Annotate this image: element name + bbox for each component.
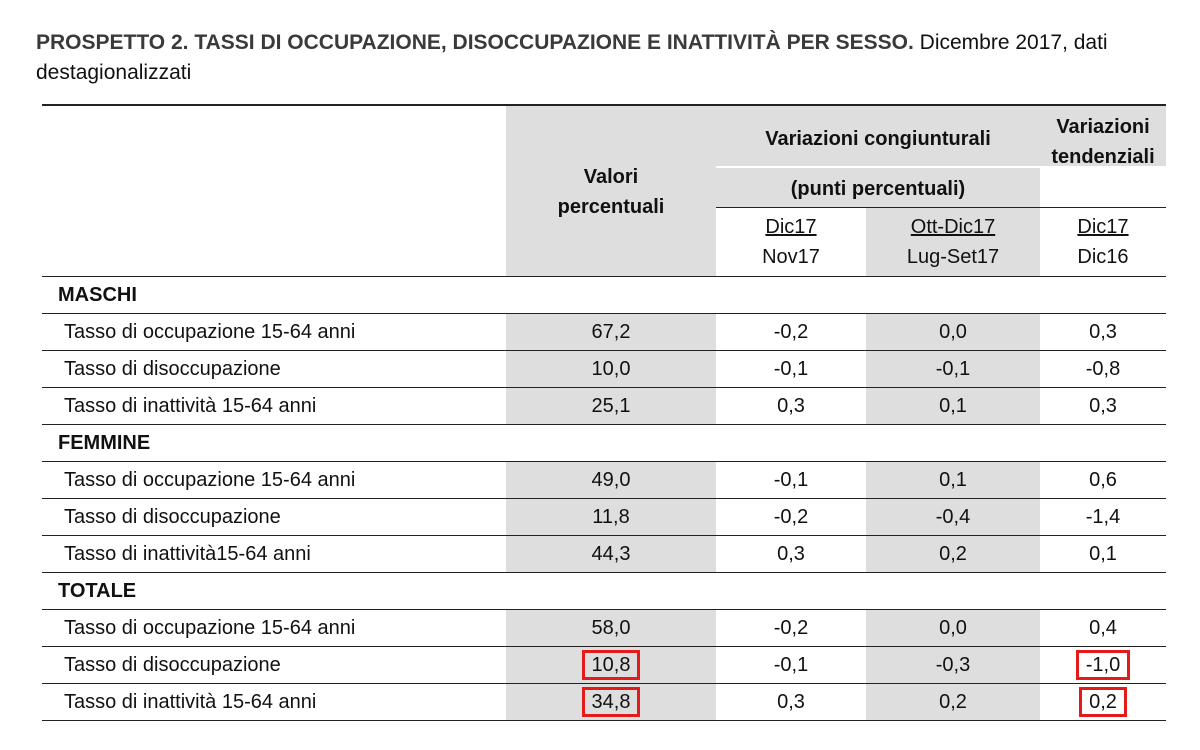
- cell-value: 0,4: [1089, 617, 1117, 639]
- row-label: Tasso di occupazione 15-64 anni: [64, 321, 356, 343]
- table-row: [42, 684, 1166, 721]
- cell-value: -0,3: [935, 654, 971, 676]
- table-row: [42, 351, 1166, 388]
- cell-value: -0,1: [773, 469, 809, 491]
- cell-value: -0,8: [1085, 358, 1121, 380]
- table-row: [42, 647, 1166, 684]
- value-cell: [866, 388, 1040, 424]
- table-row: [42, 499, 1166, 536]
- value-cell: [1040, 351, 1166, 387]
- header-sub-ottdic17-lugset17: Ott-Dic17 Lug-Set17: [906, 216, 1000, 268]
- value-cell: [506, 314, 716, 350]
- cell-value: -0,1: [773, 358, 809, 380]
- section-label: MASCHI: [58, 284, 137, 306]
- cell-value: 67,2: [591, 321, 631, 343]
- cell-value: 0,6: [1089, 469, 1117, 491]
- table-row: [42, 536, 1166, 573]
- value-cell: [506, 388, 716, 424]
- value-cell: [866, 462, 1040, 498]
- highlight-box: [1076, 650, 1130, 680]
- value-cell: [716, 610, 866, 646]
- value-cell: [1040, 536, 1166, 572]
- value-cell: [1040, 388, 1166, 424]
- table-row: [42, 314, 1166, 351]
- value-cell: [716, 388, 866, 424]
- value-cell: [716, 499, 866, 535]
- value-cell: [866, 536, 1040, 572]
- page-title: [36, 28, 1166, 88]
- value-cell: [716, 647, 866, 683]
- header-valori: Valori percentuali: [557, 166, 665, 218]
- value-cell: [1040, 647, 1166, 683]
- table-row: [42, 462, 1166, 499]
- value-cell: [716, 314, 866, 350]
- section-label: FEMMINE: [58, 432, 151, 454]
- data-table: [42, 104, 1166, 721]
- value-cell: [1040, 684, 1166, 720]
- section-row: [42, 425, 1166, 462]
- cell-value: 0,2: [1089, 684, 1117, 720]
- section-row: [42, 573, 1166, 610]
- row-label: Tasso di disoccupazione: [64, 654, 281, 676]
- cell-value: -0,2: [773, 617, 809, 639]
- title-normal: Dicembre 2017, dati destagionalizzati: [36, 31, 1108, 84]
- table-row: [42, 610, 1166, 647]
- cell-value: 0,3: [1089, 395, 1117, 417]
- cell-value: -0,1: [935, 358, 971, 380]
- row-label: Tasso di inattività 15-64 anni: [64, 691, 317, 713]
- section-row: [42, 277, 1166, 314]
- cell-value: 0,1: [939, 469, 967, 491]
- cell-value: 25,1: [591, 395, 631, 417]
- value-cell: [866, 684, 1040, 720]
- value-cell: [1040, 314, 1166, 350]
- section-label: TOTALE: [58, 580, 137, 602]
- value-cell: [1040, 462, 1166, 498]
- value-cell: [1040, 610, 1166, 646]
- title-bold: PROSPETTO 2. TASSI DI OCCUPAZIONE, DISOCCUPAZIONE E INATTIVITÀ PER SESSO.: [36, 31, 914, 54]
- header-variazioni-tendenziali: Variazioni tendenziali: [1051, 116, 1155, 168]
- cell-value: 44,3: [591, 543, 631, 565]
- value-cell: [506, 647, 716, 683]
- cell-value: 0,2: [939, 543, 967, 565]
- cell-value: 0,3: [777, 691, 805, 713]
- header-sub-dic17-nov17: Dic17 Nov17: [762, 216, 820, 268]
- value-cell: [506, 462, 716, 498]
- cell-value: 0,3: [777, 395, 805, 417]
- row-label: Tasso di inattività 15-64 anni: [64, 395, 317, 417]
- cell-value: 34,8: [592, 684, 631, 720]
- header-punti-percentuali: (punti percentuali): [790, 178, 966, 200]
- cell-value: 11,8: [592, 506, 630, 528]
- cell-value: 10,0: [591, 358, 631, 380]
- cell-value: -0,4: [935, 506, 971, 528]
- cell-value: 0,2: [939, 691, 967, 713]
- value-cell: [716, 684, 866, 720]
- header-sub-dic17-dic16: Dic17 Dic16: [1077, 216, 1129, 268]
- highlight-box: [582, 687, 641, 717]
- cell-value: -1,0: [1086, 647, 1120, 683]
- cell-value: 0,0: [939, 321, 967, 343]
- value-cell: [506, 536, 716, 572]
- header-variazioni-congiunturali: Variazioni congiunturali: [765, 128, 991, 150]
- cell-value: 10,8: [592, 647, 631, 683]
- cell-value: 58,0: [591, 617, 631, 639]
- value-cell: [716, 536, 866, 572]
- row-label: Tasso di occupazione 15-64 anni: [64, 617, 356, 639]
- value-cell: [866, 610, 1040, 646]
- cell-value: -0,2: [773, 506, 809, 528]
- cell-value: -0,1: [773, 654, 809, 676]
- cell-value: -0,2: [773, 321, 809, 343]
- row-label: Tasso di inattività15-64 anni: [64, 543, 311, 565]
- table-body: [42, 277, 1166, 721]
- table-header: [42, 104, 1166, 277]
- cell-value: 0,3: [1089, 321, 1117, 343]
- cell-value: 0,0: [939, 617, 967, 639]
- value-cell: [866, 314, 1040, 350]
- value-cell: [506, 684, 716, 720]
- value-cell: [716, 462, 866, 498]
- value-cell: [866, 499, 1040, 535]
- table-row: [42, 388, 1166, 425]
- value-cell: [506, 499, 716, 535]
- cell-value: 0,3: [777, 543, 805, 565]
- value-cell: [716, 351, 866, 387]
- value-cell: [866, 647, 1040, 683]
- value-cell: [506, 351, 716, 387]
- row-label: Tasso di disoccupazione: [64, 358, 281, 380]
- cell-value: 49,0: [591, 469, 631, 491]
- value-cell: [1040, 499, 1166, 535]
- value-cell: [866, 351, 1040, 387]
- row-label: Tasso di disoccupazione: [64, 506, 281, 528]
- cell-value: 0,1: [939, 395, 967, 417]
- cell-value: -1,4: [1085, 506, 1121, 528]
- highlight-box: [582, 650, 641, 680]
- row-label: Tasso di occupazione 15-64 anni: [64, 469, 356, 491]
- highlight-box: [1079, 687, 1127, 717]
- value-cell: [506, 610, 716, 646]
- cell-value: 0,1: [1089, 543, 1117, 565]
